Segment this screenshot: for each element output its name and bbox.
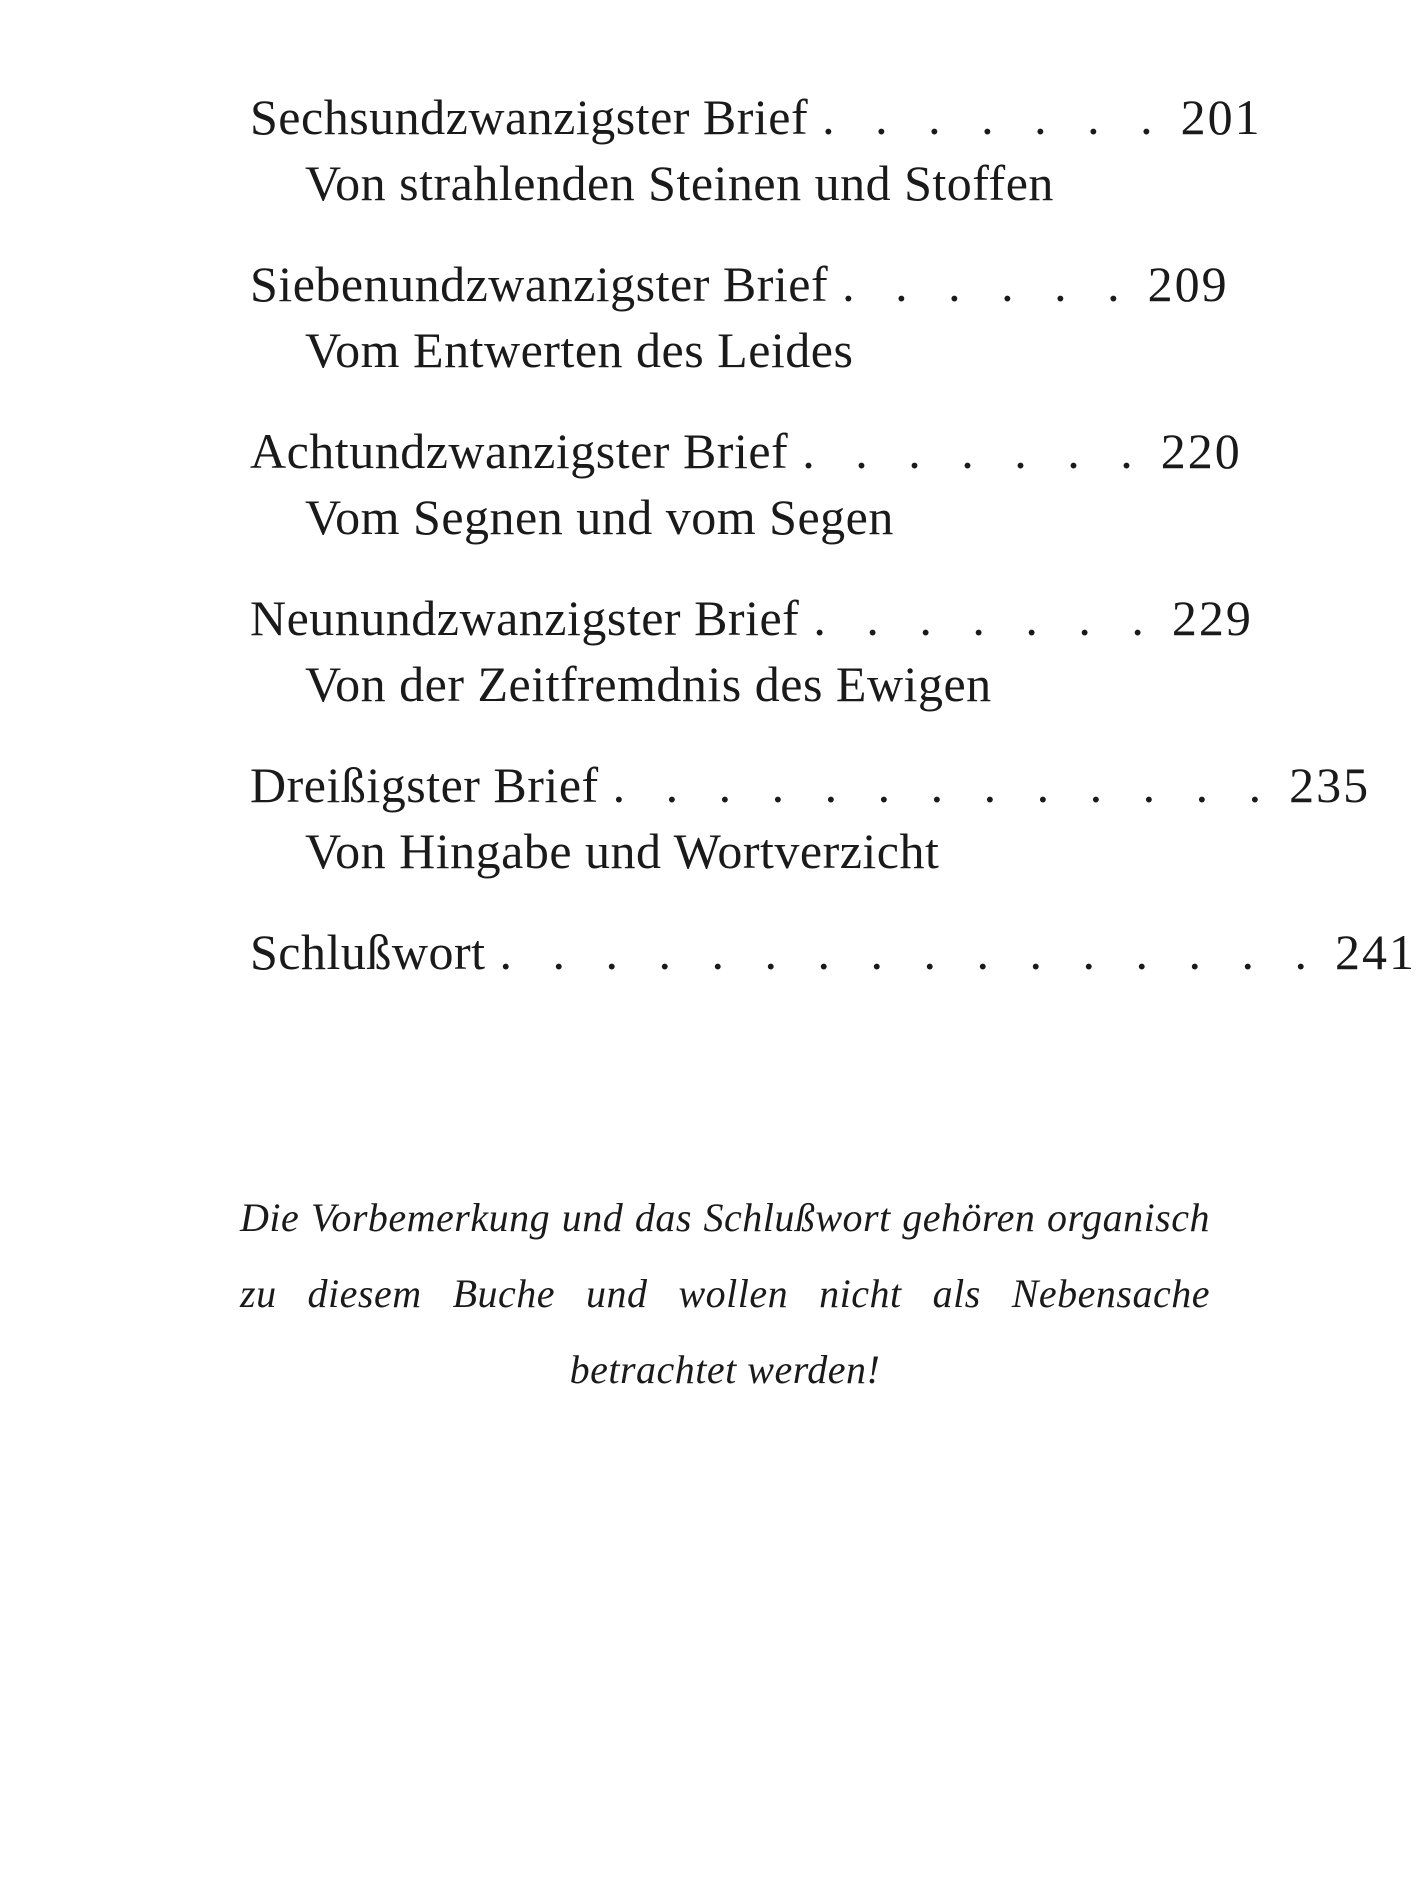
- toc-entry-subtitle: Von Hingabe und Wortverzicht: [305, 823, 940, 879]
- toc-leader-dots: . . . . . . . . . . . . .: [612, 757, 1276, 813]
- toc-entry-subtitle: Vom Segnen und vom Segen: [305, 489, 894, 545]
- toc-page-number: 201: [1180, 89, 1262, 145]
- toc-entry: [250, 756, 1371, 888]
- toc-entry-title: Schlußwort: [250, 924, 486, 980]
- toc-leader-dots: . . . . . . . . . . . . . . . .: [499, 924, 1322, 980]
- toc-entry-line: [250, 756, 1371, 822]
- toc-entry-line: [250, 923, 1416, 989]
- toc-entry-subtitle: Von der Zeitfremdnis des Ewigen: [305, 656, 992, 712]
- toc-entry: [250, 88, 1262, 220]
- toc-entry-line: [250, 255, 1229, 321]
- table-of-contents: [250, 88, 1416, 1024]
- toc-page-number: 229: [1171, 590, 1253, 646]
- toc-entry: [250, 923, 1416, 989]
- toc-page-number: 241: [1335, 924, 1416, 980]
- toc-entry-subtitle: Vom Entwerten des Leides: [305, 322, 854, 378]
- toc-entry-title: Neunundzwanzigster Brief: [250, 590, 800, 646]
- toc-entry-line: [250, 589, 1253, 655]
- toc-entry-line: [250, 422, 1242, 488]
- toc-leader-dots: . . . . . . .: [822, 89, 1167, 145]
- toc-entry: [250, 589, 1253, 721]
- toc-entry-title: Dreißigster Brief: [250, 757, 599, 813]
- toc-page-number: 209: [1147, 256, 1229, 312]
- toc-entry: [250, 422, 1242, 554]
- toc-entry-title: Siebenundzwanzigster Brief: [250, 256, 829, 312]
- toc-entry-title: Sechsundzwanzigster Brief: [250, 89, 809, 145]
- toc-page-number: 220: [1160, 423, 1242, 479]
- toc-page-number: 235: [1289, 757, 1371, 813]
- toc-entry-subtitle: Von strahlenden Steinen und Stoffen: [305, 155, 1054, 211]
- toc-entry-line: [250, 88, 1262, 154]
- toc-entry: [250, 255, 1229, 387]
- toc-leader-dots: . . . . . .: [842, 256, 1134, 312]
- toc-entry-title: Achtundzwanzigster Brief: [250, 423, 789, 479]
- editorial-note: Die Vorbemerkung und das Schlußwort gehören organisch zu diesem Buche und wollen nicht als Nebensache betrachtet werden!: [240, 1195, 1210, 1392]
- toc-leader-dots: . . . . . . .: [802, 423, 1147, 479]
- toc-leader-dots: . . . . . . .: [813, 590, 1158, 646]
